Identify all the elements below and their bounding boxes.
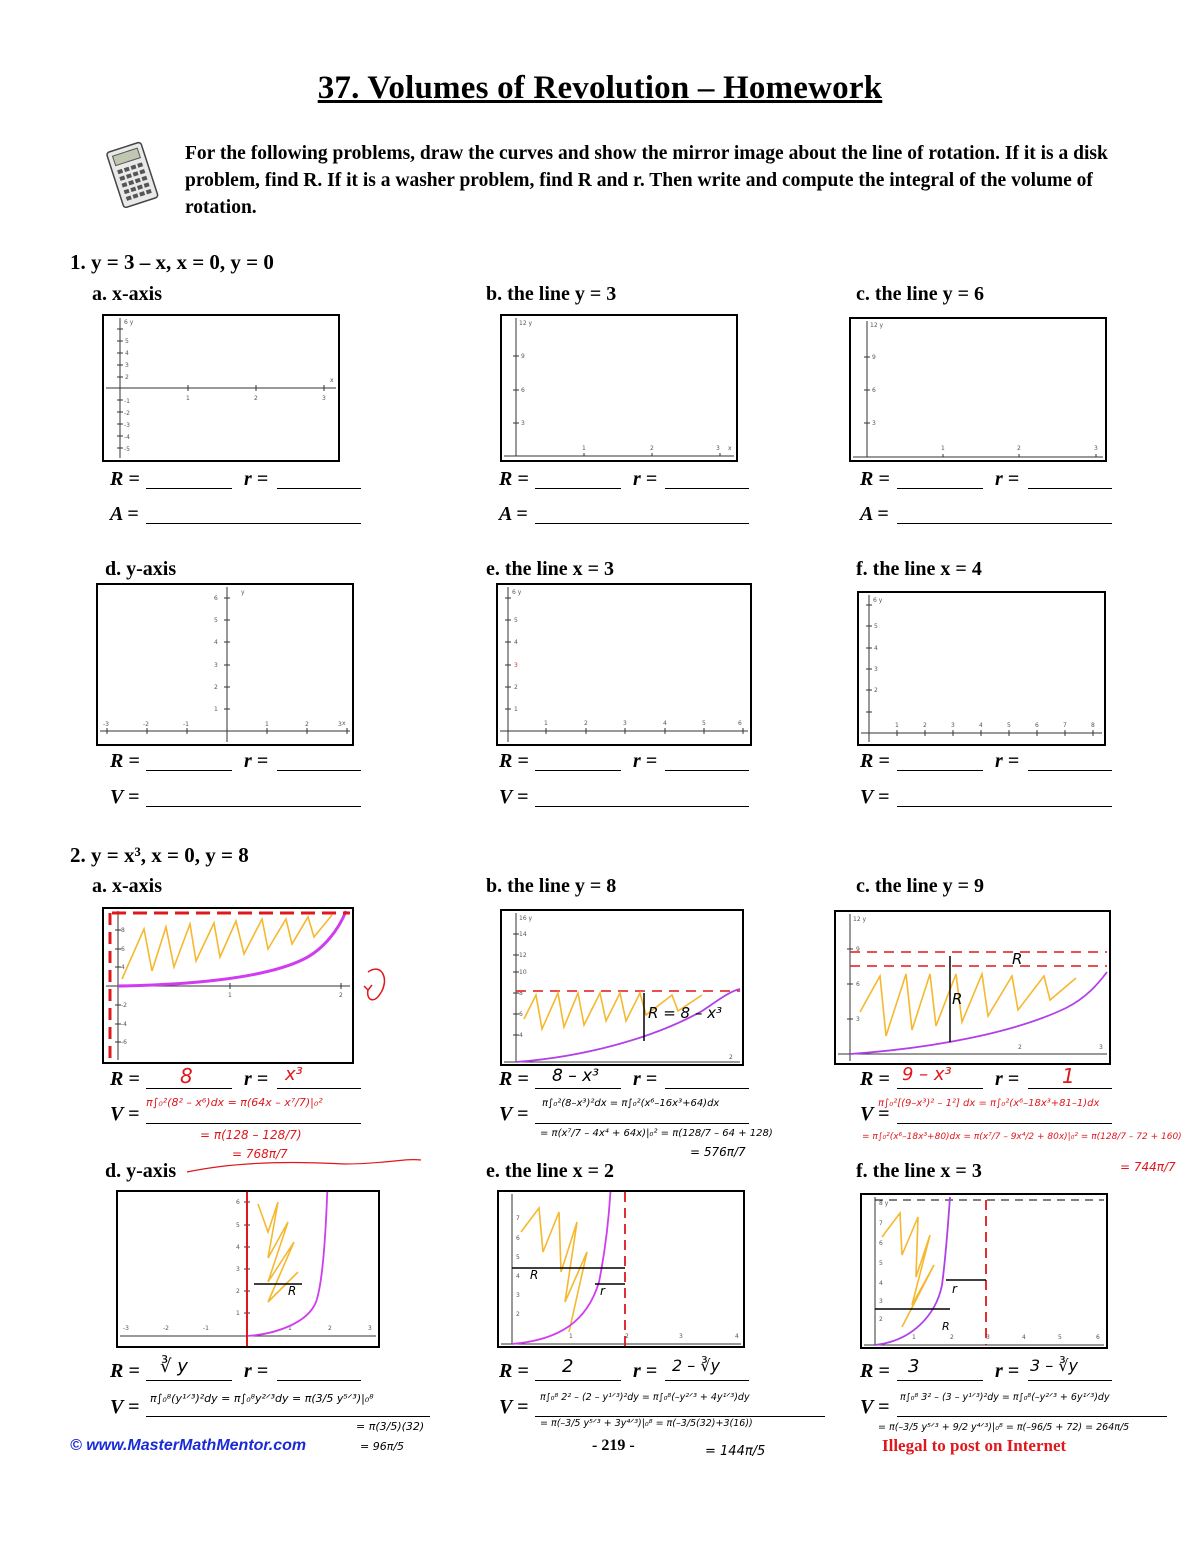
p2b-V-line1: π∫₀²(8–x³)²dx = π∫₀²(x⁶–16x³+64)dx bbox=[542, 1098, 720, 1109]
p2c-R-label: R = bbox=[860, 1068, 890, 1090]
svg-text:3: 3 bbox=[951, 722, 955, 729]
p2a-V-line2: = π(128 – 128/7) bbox=[200, 1128, 302, 1142]
p1a-A-blank[interactable] bbox=[146, 505, 361, 524]
graph-p2c bbox=[834, 910, 1111, 1065]
svg-text:3: 3 bbox=[874, 666, 878, 673]
svg-text:12 y: 12 y bbox=[853, 916, 867, 923]
p2d-V-line1: π∫₀⁸(y¹ᐟ³)²dy = π∫₀⁸y²ᐟ³dy = π(3/5 y⁵ᐟ³)|₀⁸ bbox=[150, 1392, 374, 1405]
p2e-V-line1: π∫₀⁸ 2² – (2 – y¹ᐟ³)²dy = π∫₀⁸(–y²ᐟ³ + 4y¹ᐟ³)dy bbox=[540, 1392, 750, 1403]
svg-text:6: 6 bbox=[856, 981, 860, 988]
svg-text:y: y bbox=[241, 589, 245, 596]
svg-text:2: 2 bbox=[879, 1316, 883, 1323]
svg-text:6: 6 bbox=[879, 1240, 883, 1247]
svg-text:2: 2 bbox=[125, 374, 129, 381]
svg-text:4: 4 bbox=[519, 1032, 523, 1039]
svg-text:7: 7 bbox=[1063, 722, 1067, 729]
svg-text:5: 5 bbox=[1007, 722, 1011, 729]
svg-text:5: 5 bbox=[874, 623, 878, 630]
svg-text:3: 3 bbox=[521, 420, 525, 427]
svg-text:1: 1 bbox=[912, 1334, 916, 1341]
svg-text:8: 8 bbox=[519, 990, 523, 997]
p2c-label: c. the line y = 9 bbox=[856, 875, 985, 897]
svg-text:5: 5 bbox=[214, 617, 218, 624]
p2f-V-line2: = π(–3/5 y⁵ᐟ³ + 9/2 y⁴ᐟ³)|₀⁸ = π(–96/5 + 72) = 264π/5 bbox=[878, 1422, 1130, 1433]
p2d-V-line3: = 96π/5 bbox=[360, 1440, 405, 1453]
svg-text:6: 6 bbox=[519, 1011, 523, 1018]
p2a-R-answer: 8 bbox=[180, 1064, 193, 1088]
p1e-R-label: R = bbox=[499, 750, 529, 772]
svg-text:4: 4 bbox=[663, 720, 667, 727]
svg-text:5: 5 bbox=[125, 338, 129, 345]
svg-text:6: 6 bbox=[516, 1235, 520, 1242]
p2c-r-label: r = bbox=[995, 1068, 1020, 1090]
graph-p1a bbox=[102, 314, 340, 462]
p1b-label: b. the line y = 3 bbox=[486, 283, 617, 305]
svg-text:4: 4 bbox=[1022, 1334, 1026, 1341]
svg-text:-1: -1 bbox=[203, 1325, 209, 1332]
p2c-inline-R: R bbox=[952, 990, 963, 1008]
svg-text:4: 4 bbox=[516, 1273, 520, 1280]
p2f-V-label: V = bbox=[860, 1396, 890, 1418]
p1b-r-blank[interactable] bbox=[665, 470, 749, 489]
svg-text:2: 2 bbox=[874, 687, 878, 694]
p2e-R-answer: 2 bbox=[562, 1356, 574, 1377]
p2d-r-blank[interactable] bbox=[277, 1362, 361, 1381]
p2a-V-label: V = bbox=[110, 1103, 140, 1125]
svg-text:7: 7 bbox=[516, 1215, 520, 1222]
graph-p2b bbox=[500, 909, 744, 1066]
p1b-R-blank[interactable] bbox=[535, 470, 621, 489]
svg-text:2: 2 bbox=[254, 395, 258, 402]
p2e-V-line3: = 144π/5 bbox=[705, 1444, 766, 1459]
p1f-V-blank[interactable] bbox=[897, 788, 1112, 807]
svg-text:5: 5 bbox=[514, 617, 518, 624]
svg-text:2: 2 bbox=[514, 684, 518, 691]
graph-p1d bbox=[96, 583, 354, 746]
p2b-R-answer: 8 – x³ bbox=[552, 1066, 599, 1086]
p2f-inline-R: R bbox=[942, 1320, 950, 1333]
svg-text:2: 2 bbox=[328, 1325, 332, 1332]
p2f-inline-r: r bbox=[952, 1282, 957, 1296]
p2d-inline-R: R bbox=[288, 1284, 297, 1298]
svg-text:6: 6 bbox=[1096, 1334, 1100, 1341]
p2b-R-label: R = bbox=[499, 1068, 529, 1090]
p2e-label: e. the line x = 2 bbox=[486, 1160, 615, 1182]
p2e-V-line2: = π(–3/5 y⁵ᐟ³ + 3y⁴ᐟ³)|₀⁸ = π(–3/5(32)+3(16)) bbox=[540, 1418, 753, 1429]
p2b-inline-R: R = 8 – x³ bbox=[648, 1004, 722, 1022]
svg-text:2: 2 bbox=[650, 445, 654, 452]
p2d-label: d. y-axis bbox=[105, 1160, 177, 1182]
svg-text:6: 6 bbox=[236, 1199, 240, 1206]
svg-text:x: x bbox=[342, 720, 346, 727]
svg-text:3: 3 bbox=[623, 720, 627, 727]
rotation-arrow-icon bbox=[362, 960, 392, 1010]
p1a-r-blank[interactable] bbox=[277, 470, 361, 489]
svg-text:5: 5 bbox=[879, 1260, 883, 1267]
svg-text:12 y: 12 y bbox=[519, 320, 533, 327]
p2b-V-line2: = π(x⁷/7 – 4x⁴ + 64x)|₀² = π(128/7 – 64 + 128) bbox=[540, 1128, 773, 1139]
svg-text:2: 2 bbox=[1018, 1044, 1022, 1051]
svg-text:6: 6 bbox=[872, 387, 876, 394]
svg-text:-3: -3 bbox=[124, 422, 130, 429]
p2a-r-label: r = bbox=[244, 1068, 269, 1090]
p1a-label: a. x-axis bbox=[92, 283, 162, 305]
page-title: 37. Volumes of Revolution – Homework bbox=[317, 70, 883, 106]
p2f-r-label: r = bbox=[995, 1360, 1020, 1382]
svg-text:-3: -3 bbox=[103, 721, 109, 728]
svg-text:1: 1 bbox=[228, 992, 232, 999]
p2c-V-line2: = π∫₀²(x⁶–18x³+80)dx = π(x⁷/7 – 9x⁴/2 + 80x)|₀² = π(128/7 – 72 + 160) bbox=[862, 1132, 1182, 1142]
svg-text:-2: -2 bbox=[163, 1325, 169, 1332]
calculator-icon bbox=[102, 140, 162, 208]
graph-p2a bbox=[102, 907, 354, 1064]
svg-text:6: 6 bbox=[1035, 722, 1039, 729]
svg-text:8 y: 8 y bbox=[879, 1200, 889, 1207]
svg-text:9: 9 bbox=[856, 946, 860, 953]
graph-p1c bbox=[849, 317, 1107, 462]
p1d-label: d. y-axis bbox=[105, 558, 177, 580]
svg-text:6 y: 6 y bbox=[873, 597, 883, 604]
svg-text:4: 4 bbox=[735, 1333, 739, 1340]
p1d-r-label: r = bbox=[244, 750, 269, 772]
svg-text:1: 1 bbox=[544, 720, 548, 727]
svg-text:5: 5 bbox=[1058, 1334, 1062, 1341]
p2e-r-answer: 2 – ∛y bbox=[672, 1356, 721, 1375]
svg-text:1: 1 bbox=[569, 1333, 573, 1340]
p1c-R-label: R = bbox=[860, 468, 890, 490]
p2f-R-answer: 3 bbox=[908, 1356, 920, 1377]
problem-2-heading: 2. y = x³, x = 0, y = 8 bbox=[70, 843, 249, 867]
svg-text:-5: -5 bbox=[124, 446, 130, 453]
svg-text:3: 3 bbox=[879, 1298, 883, 1305]
instructions: For the following problems, draw the curves and show the mirror image about the line of rotation. If it is a disk problem, find R. If it is a washer problem, find R and r. Then write and compute the integral of the volume of rotation. bbox=[185, 143, 1108, 218]
footer-website[interactable]: © www.MasterMathMentor.com bbox=[70, 1437, 307, 1454]
p1f-r-blank[interactable] bbox=[1028, 752, 1112, 771]
svg-text:3: 3 bbox=[986, 1334, 990, 1341]
svg-text:-3: -3 bbox=[123, 1325, 129, 1332]
p1e-V-blank[interactable] bbox=[535, 788, 749, 807]
svg-text:3: 3 bbox=[368, 1325, 372, 1332]
p2a-R-label: R = bbox=[110, 1068, 140, 1090]
p1d-V-blank[interactable] bbox=[146, 788, 361, 807]
svg-text:1: 1 bbox=[214, 706, 218, 713]
svg-text:6: 6 bbox=[121, 946, 125, 953]
p1a-r-label: r = bbox=[244, 468, 269, 490]
p2c-V-label: V = bbox=[860, 1103, 890, 1125]
svg-text:3: 3 bbox=[322, 395, 326, 402]
svg-text:3: 3 bbox=[1094, 445, 1098, 452]
svg-text:3: 3 bbox=[1099, 1044, 1103, 1051]
p1b-R-label: R = bbox=[499, 468, 529, 490]
svg-text:2: 2 bbox=[950, 1334, 954, 1341]
svg-text:9: 9 bbox=[521, 353, 525, 360]
p2b-V-label: V = bbox=[499, 1103, 529, 1125]
p2f-R-label: R = bbox=[860, 1360, 890, 1382]
p2a-V-line1: π∫₀²(8² – x⁶)dx = π(64x – x⁷/7)|₀² bbox=[146, 1096, 323, 1109]
svg-text:4: 4 bbox=[514, 639, 518, 646]
p2d-R-label: R = bbox=[110, 1360, 140, 1382]
svg-text:8: 8 bbox=[121, 927, 125, 934]
svg-text:-4: -4 bbox=[124, 434, 130, 441]
p1f-R-label: R = bbox=[860, 750, 890, 772]
svg-text:7: 7 bbox=[879, 1220, 883, 1227]
svg-text:6: 6 bbox=[521, 387, 525, 394]
p2e-r-label: r = bbox=[633, 1360, 658, 1382]
graph-p2d bbox=[116, 1190, 380, 1348]
svg-text:10: 10 bbox=[519, 969, 527, 976]
svg-text:3: 3 bbox=[125, 362, 129, 369]
p2c-V-line3: = 744π/7 bbox=[1120, 1160, 1176, 1174]
p1d-R-label: R = bbox=[110, 750, 140, 772]
p2c-inline-r: R bbox=[1012, 950, 1023, 968]
svg-text:x: x bbox=[330, 377, 334, 384]
p1b-r-label: r = bbox=[633, 468, 658, 490]
svg-text:3: 3 bbox=[514, 662, 518, 669]
svg-text:3: 3 bbox=[214, 662, 218, 669]
svg-text:14: 14 bbox=[519, 931, 527, 938]
p2e-inline-r: r bbox=[600, 1284, 605, 1298]
svg-text:5: 5 bbox=[516, 1254, 520, 1261]
p1a-A-label: A = bbox=[110, 503, 139, 525]
svg-text:1: 1 bbox=[236, 1310, 240, 1317]
p1b-A-label: A = bbox=[499, 503, 528, 525]
p1c-label: c. the line y = 6 bbox=[856, 283, 985, 305]
p1e-label: e. the line x = 3 bbox=[486, 558, 615, 580]
svg-text:1: 1 bbox=[514, 706, 518, 713]
svg-text:-2: -2 bbox=[124, 410, 130, 417]
svg-text:2: 2 bbox=[923, 722, 927, 729]
p2c-V-line1: π∫₀²[(9–x³)² – 1²] dx = π∫₀²(x⁶–18x³+81–1)dx bbox=[878, 1098, 1100, 1109]
p2e-R-blank[interactable] bbox=[535, 1362, 621, 1381]
p1f-V-label: V = bbox=[860, 786, 890, 808]
svg-text:2: 2 bbox=[236, 1288, 240, 1295]
svg-text:3: 3 bbox=[856, 1016, 860, 1023]
p2e-R-label: R = bbox=[499, 1360, 529, 1382]
p2d-V-line2: = π(3/5)(32) bbox=[356, 1420, 425, 1433]
svg-text:2: 2 bbox=[214, 684, 218, 691]
svg-text:4: 4 bbox=[236, 1244, 240, 1251]
svg-text:-1: -1 bbox=[124, 398, 130, 405]
svg-text:5: 5 bbox=[236, 1222, 240, 1229]
graph-p1e bbox=[496, 583, 752, 746]
svg-text:2: 2 bbox=[625, 1333, 629, 1340]
svg-text:1: 1 bbox=[582, 445, 586, 452]
svg-text:2: 2 bbox=[1017, 445, 1021, 452]
graph-p1b bbox=[500, 314, 738, 462]
p1e-V-label: V = bbox=[499, 786, 529, 808]
svg-text:4: 4 bbox=[121, 964, 125, 971]
svg-text:2: 2 bbox=[516, 1311, 520, 1318]
p2d-R-answer: ∛ y bbox=[160, 1356, 188, 1377]
svg-text:1: 1 bbox=[186, 395, 190, 402]
svg-text:4: 4 bbox=[125, 350, 129, 357]
p1d-V-label: V = bbox=[110, 786, 140, 808]
svg-text:2: 2 bbox=[339, 992, 343, 999]
svg-text:1: 1 bbox=[941, 445, 945, 452]
svg-text:2: 2 bbox=[305, 721, 309, 728]
svg-text:9: 9 bbox=[872, 354, 876, 361]
svg-text:12: 12 bbox=[519, 952, 527, 959]
page-number: - 219 - bbox=[592, 1437, 635, 1454]
p1c-A-blank[interactable] bbox=[897, 505, 1112, 524]
svg-text:-1: -1 bbox=[183, 721, 189, 728]
svg-text:x: x bbox=[728, 445, 732, 452]
p2b-label: b. the line y = 8 bbox=[486, 875, 617, 897]
p1b-A-blank[interactable] bbox=[535, 505, 749, 524]
p2d-V-label: V = bbox=[110, 1396, 140, 1418]
svg-text:3: 3 bbox=[236, 1266, 240, 1273]
svg-text:4: 4 bbox=[979, 722, 983, 729]
p2a-r-answer: x³ bbox=[285, 1064, 303, 1085]
p2d-R-blank[interactable] bbox=[146, 1362, 232, 1381]
svg-text:-2: -2 bbox=[143, 721, 149, 728]
p2f-V-line1: π∫₀⁸ 3² – (3 – y¹ᐟ³)²dy = π∫₀⁸(–y²ᐟ³ + 6y¹ᐟ³)dy bbox=[900, 1392, 1110, 1403]
p1a-R-blank[interactable] bbox=[146, 470, 232, 489]
svg-text:6 y: 6 y bbox=[124, 319, 134, 326]
svg-text:4: 4 bbox=[879, 1280, 883, 1287]
p2c-r-answer: 1 bbox=[1062, 1064, 1075, 1088]
p2b-r-blank[interactable] bbox=[665, 1070, 749, 1089]
svg-text:-4: -4 bbox=[121, 1021, 127, 1028]
svg-text:3: 3 bbox=[679, 1333, 683, 1340]
svg-text:-2: -2 bbox=[121, 1002, 127, 1009]
p1f-label: f. the line x = 4 bbox=[856, 558, 982, 580]
p2e-inline-R: R bbox=[530, 1268, 539, 1282]
p1c-r-blank[interactable] bbox=[1028, 470, 1112, 489]
p1d-r-blank[interactable] bbox=[277, 752, 361, 771]
svg-text:6: 6 bbox=[738, 720, 742, 727]
p1e-r-label: r = bbox=[633, 750, 658, 772]
footer-notice: Illegal to post on Internet bbox=[882, 1436, 1067, 1455]
svg-text:16 y: 16 y bbox=[519, 915, 533, 922]
p2b-V-line3: = 576π/7 bbox=[690, 1145, 746, 1159]
p1d-R-blank[interactable] bbox=[146, 752, 232, 771]
svg-text:4: 4 bbox=[214, 639, 218, 646]
p1e-R-blank[interactable] bbox=[535, 752, 621, 771]
graph-p1f bbox=[857, 591, 1106, 746]
p2a-V-line3: = 768π/7 bbox=[232, 1147, 288, 1161]
svg-text:5: 5 bbox=[702, 720, 706, 727]
svg-text:2: 2 bbox=[729, 1054, 733, 1061]
svg-text:4: 4 bbox=[874, 645, 878, 652]
p2f-label: f. the line x = 3 bbox=[856, 1160, 982, 1182]
p1a-R-label: R = bbox=[110, 468, 140, 490]
svg-text:1: 1 bbox=[265, 721, 269, 728]
svg-text:-6: -6 bbox=[121, 1039, 127, 1046]
p1e-r-blank[interactable] bbox=[665, 752, 749, 771]
p1c-r-label: r = bbox=[995, 468, 1020, 490]
svg-text:3: 3 bbox=[872, 420, 876, 427]
p1c-A-label: A = bbox=[860, 503, 889, 525]
p1f-R-blank[interactable] bbox=[897, 752, 983, 771]
p1c-R-blank[interactable] bbox=[897, 470, 983, 489]
svg-text:1: 1 bbox=[895, 722, 899, 729]
svg-text:3: 3 bbox=[338, 721, 342, 728]
p1f-r-label: r = bbox=[995, 750, 1020, 772]
p2d-r-label: r = bbox=[244, 1360, 269, 1382]
svg-text:3: 3 bbox=[716, 445, 720, 452]
annotation-stroke bbox=[185, 1150, 425, 1190]
p2c-R-answer: 9 – x³ bbox=[902, 1064, 952, 1085]
svg-text:8: 8 bbox=[1091, 722, 1095, 729]
p2e-V-label: V = bbox=[499, 1396, 529, 1418]
svg-text:2: 2 bbox=[584, 720, 588, 727]
svg-text:12 y: 12 y bbox=[870, 322, 884, 329]
graph-p2f bbox=[860, 1193, 1108, 1349]
problem-1-heading: 1. y = 3 – x, x = 0, y = 0 bbox=[70, 250, 274, 274]
svg-text:3: 3 bbox=[516, 1292, 520, 1299]
svg-text:1: 1 bbox=[288, 1325, 292, 1332]
svg-text:6 y: 6 y bbox=[512, 589, 522, 596]
p2b-r-label: r = bbox=[633, 1068, 658, 1090]
p2f-r-answer: 3 – ∛y bbox=[1030, 1356, 1079, 1375]
svg-text:6: 6 bbox=[214, 595, 218, 602]
p2a-label: a. x-axis bbox=[92, 875, 162, 897]
